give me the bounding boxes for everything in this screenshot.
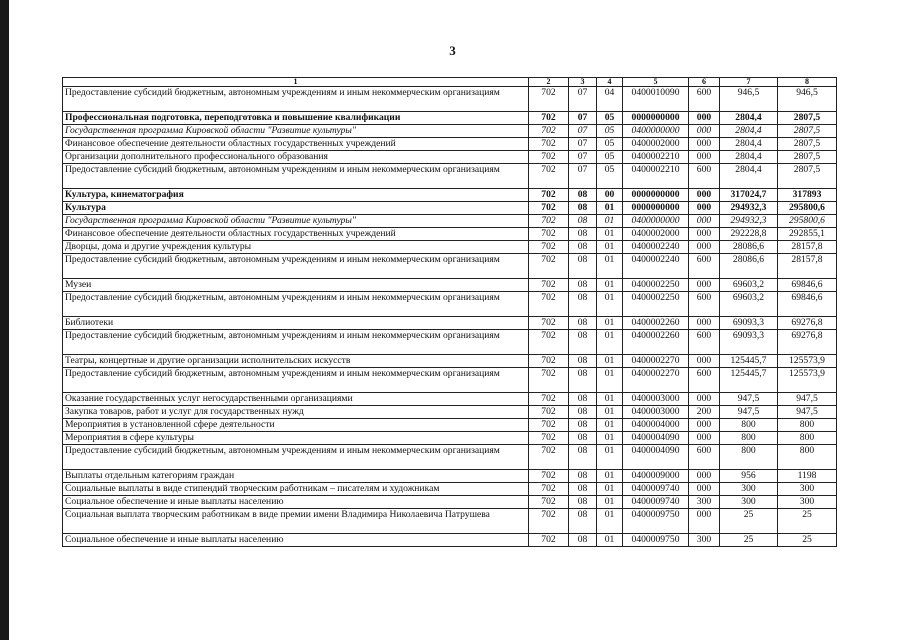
amount-year-1-cell: 2804,4 bbox=[720, 138, 778, 151]
row-name-cell: Мероприятия в сфере культуры bbox=[63, 432, 529, 445]
amount-year-2-cell: 2807,5 bbox=[778, 125, 837, 138]
expense-type-cell: 000 bbox=[689, 241, 720, 254]
amount-year-2-cell: 800 bbox=[778, 445, 837, 470]
ministry-code-cell: 702 bbox=[529, 279, 569, 292]
amount-year-2-cell: 2807,5 bbox=[778, 164, 837, 189]
section-code-cell: 08 bbox=[569, 406, 597, 419]
target-article-cell: 0400009750 bbox=[623, 534, 689, 547]
section-code-cell: 08 bbox=[569, 470, 597, 483]
ministry-code-cell: 702 bbox=[529, 368, 569, 393]
expense-type-cell: 000 bbox=[689, 419, 720, 432]
table-row bbox=[63, 164, 837, 189]
subsection-code-cell: 01 bbox=[597, 406, 623, 419]
subsection-code-cell: 05 bbox=[597, 125, 623, 138]
subsection-code-cell: 01 bbox=[597, 317, 623, 330]
amount-year-2-cell: 317893 bbox=[778, 189, 837, 202]
amount-year-1-cell: 292228,8 bbox=[720, 228, 778, 241]
target-article-cell: 0400002210 bbox=[623, 151, 689, 164]
subsection-code-cell: 01 bbox=[597, 241, 623, 254]
amount-year-1-cell: 28086,6 bbox=[720, 241, 778, 254]
amount-year-2-cell: 69846,6 bbox=[778, 279, 837, 292]
target-article-cell: 0400010090 bbox=[623, 87, 689, 112]
section-code-cell: 08 bbox=[569, 254, 597, 279]
ministry-code-cell: 702 bbox=[529, 87, 569, 112]
subsection-code-cell: 01 bbox=[597, 470, 623, 483]
target-article-cell: 0400002250 bbox=[623, 292, 689, 317]
target-article-cell: 0400004090 bbox=[623, 432, 689, 445]
amount-year-2-cell: 25 bbox=[778, 509, 837, 534]
table-row bbox=[63, 406, 837, 419]
section-code-cell: 08 bbox=[569, 241, 597, 254]
expense-type-cell: 600 bbox=[689, 87, 720, 112]
table-row bbox=[63, 445, 837, 470]
ministry-code-cell: 702 bbox=[529, 483, 569, 496]
subsection-code-cell: 01 bbox=[597, 254, 623, 279]
amount-year-2-cell: 69276,8 bbox=[778, 330, 837, 355]
row-name-cell: Дворцы, дома и другие учреждения культуры bbox=[63, 241, 529, 254]
column-header: 3 bbox=[569, 78, 597, 87]
amount-year-1-cell: 317024,7 bbox=[720, 189, 778, 202]
amount-year-2-cell: 2807,5 bbox=[778, 151, 837, 164]
amount-year-2-cell: 295800,6 bbox=[778, 202, 837, 215]
row-name-cell: Профессиональная подготовка, переподготовка и повышение квалификации bbox=[63, 112, 529, 125]
subsection-code-cell: 01 bbox=[597, 534, 623, 547]
amount-year-1-cell: 800 bbox=[720, 432, 778, 445]
table-row bbox=[63, 87, 837, 112]
amount-year-2-cell: 800 bbox=[778, 432, 837, 445]
section-code-cell: 07 bbox=[569, 125, 597, 138]
ministry-code-cell: 702 bbox=[529, 125, 569, 138]
section-code-cell: 08 bbox=[569, 432, 597, 445]
amount-year-1-cell: 69093,3 bbox=[720, 330, 778, 355]
amount-year-2-cell: 947,5 bbox=[778, 406, 837, 419]
amount-year-1-cell: 2804,4 bbox=[720, 151, 778, 164]
amount-year-1-cell: 300 bbox=[720, 483, 778, 496]
ministry-code-cell: 702 bbox=[529, 355, 569, 368]
subsection-code-cell: 04 bbox=[597, 87, 623, 112]
table-row bbox=[63, 483, 837, 496]
section-code-cell: 08 bbox=[569, 228, 597, 241]
section-code-cell: 08 bbox=[569, 292, 597, 317]
amount-year-1-cell: 125445,7 bbox=[720, 355, 778, 368]
subsection-code-cell: 01 bbox=[597, 445, 623, 470]
row-name-cell: Социальное обеспечение и иные выплаты населению bbox=[63, 496, 529, 509]
subsection-code-cell: 01 bbox=[597, 355, 623, 368]
table-row bbox=[63, 125, 837, 138]
target-article-cell: 0400004000 bbox=[623, 419, 689, 432]
table-row bbox=[63, 279, 837, 292]
ministry-code-cell: 702 bbox=[529, 151, 569, 164]
target-article-cell: 0400003000 bbox=[623, 393, 689, 406]
expense-type-cell: 600 bbox=[689, 254, 720, 279]
target-article-cell: 0400009000 bbox=[623, 470, 689, 483]
page-number: 3 bbox=[449, 43, 456, 58]
subsection-code-cell: 01 bbox=[597, 215, 623, 228]
ministry-code-cell: 702 bbox=[529, 432, 569, 445]
amount-year-2-cell: 2807,5 bbox=[778, 138, 837, 151]
subsection-code-cell: 05 bbox=[597, 164, 623, 189]
section-code-cell: 07 bbox=[569, 164, 597, 189]
row-name-cell: Финансовое обеспечение деятельности областных государственных учреждений bbox=[63, 138, 529, 151]
table-row bbox=[63, 215, 837, 228]
column-header: 2 bbox=[529, 78, 569, 87]
subsection-code-cell: 01 bbox=[597, 330, 623, 355]
row-name-cell: Музеи bbox=[63, 279, 529, 292]
target-article-cell: 0400004090 bbox=[623, 445, 689, 470]
section-code-cell: 08 bbox=[569, 189, 597, 202]
target-article-cell: 0400002000 bbox=[623, 228, 689, 241]
expense-type-cell: 000 bbox=[689, 317, 720, 330]
amount-year-1-cell: 125445,7 bbox=[720, 368, 778, 393]
expense-type-cell: 600 bbox=[689, 368, 720, 393]
table-body bbox=[63, 87, 837, 547]
amount-year-1-cell: 25 bbox=[720, 509, 778, 534]
ministry-code-cell: 702 bbox=[529, 228, 569, 241]
row-name-cell: Предоставление субсидий бюджетным, автономным учреждениям и иным некоммерческим организациям bbox=[63, 445, 529, 470]
row-name-cell: Финансовое обеспечение деятельности областных государственных учреждений bbox=[63, 228, 529, 241]
target-article-cell: 0400002260 bbox=[623, 317, 689, 330]
column-header: 6 bbox=[689, 78, 720, 87]
subsection-code-cell: 01 bbox=[597, 509, 623, 534]
target-article-cell: 0400009740 bbox=[623, 496, 689, 509]
table-row bbox=[63, 432, 837, 445]
amount-year-1-cell: 946,5 bbox=[720, 87, 778, 112]
target-article-cell: 0000000000 bbox=[623, 202, 689, 215]
amount-year-1-cell: 69603,2 bbox=[720, 292, 778, 317]
expense-type-cell: 000 bbox=[689, 138, 720, 151]
table-row bbox=[63, 202, 837, 215]
table-row bbox=[63, 393, 837, 406]
ministry-code-cell: 702 bbox=[529, 470, 569, 483]
ministry-code-cell: 702 bbox=[529, 241, 569, 254]
expense-type-cell: 600 bbox=[689, 330, 720, 355]
row-name-cell: Закупка товаров, работ и услуг для государственных нужд bbox=[63, 406, 529, 419]
expense-type-cell: 000 bbox=[689, 228, 720, 241]
amount-year-2-cell: 300 bbox=[778, 496, 837, 509]
expense-type-cell: 000 bbox=[689, 125, 720, 138]
section-code-cell: 08 bbox=[569, 279, 597, 292]
section-code-cell: 08 bbox=[569, 419, 597, 432]
row-name-cell: Предоставление субсидий бюджетным, автономным учреждениям и иным некоммерческим организациям bbox=[63, 254, 529, 279]
expense-type-cell: 000 bbox=[689, 279, 720, 292]
section-code-cell: 08 bbox=[569, 368, 597, 393]
table-row bbox=[63, 189, 837, 202]
ministry-code-cell: 702 bbox=[529, 534, 569, 547]
table-row bbox=[63, 317, 837, 330]
amount-year-2-cell: 28157,8 bbox=[778, 254, 837, 279]
expense-type-cell: 000 bbox=[689, 151, 720, 164]
amount-year-2-cell: 69276,8 bbox=[778, 317, 837, 330]
section-code-cell: 08 bbox=[569, 202, 597, 215]
table-row bbox=[63, 419, 837, 432]
amount-year-2-cell: 2807,5 bbox=[778, 112, 837, 125]
table-row bbox=[63, 138, 837, 151]
amount-year-2-cell: 28157,8 bbox=[778, 241, 837, 254]
target-article-cell: 0400000000 bbox=[623, 125, 689, 138]
budget-table bbox=[62, 77, 837, 547]
subsection-code-cell: 05 bbox=[597, 112, 623, 125]
expense-type-cell: 000 bbox=[689, 355, 720, 368]
amount-year-2-cell: 25 bbox=[778, 534, 837, 547]
expense-type-cell: 600 bbox=[689, 445, 720, 470]
subsection-code-cell: 01 bbox=[597, 432, 623, 445]
target-article-cell: 0400002240 bbox=[623, 241, 689, 254]
section-code-cell: 08 bbox=[569, 496, 597, 509]
target-article-cell: 0400002250 bbox=[623, 279, 689, 292]
table-row bbox=[63, 330, 837, 355]
section-code-cell: 08 bbox=[569, 445, 597, 470]
amount-year-2-cell: 946,5 bbox=[778, 87, 837, 112]
amount-year-1-cell: 2804,4 bbox=[720, 112, 778, 125]
section-code-cell: 08 bbox=[569, 355, 597, 368]
ministry-code-cell: 702 bbox=[529, 254, 569, 279]
ministry-code-cell: 702 bbox=[529, 393, 569, 406]
expense-type-cell: 000 bbox=[689, 393, 720, 406]
table-row bbox=[63, 241, 837, 254]
target-article-cell: 0400002240 bbox=[623, 254, 689, 279]
subsection-code-cell: 01 bbox=[597, 419, 623, 432]
table-row bbox=[63, 509, 837, 534]
table-row bbox=[63, 368, 837, 393]
ministry-code-cell: 702 bbox=[529, 419, 569, 432]
amount-year-1-cell: 947,5 bbox=[720, 393, 778, 406]
amount-year-2-cell: 292855,1 bbox=[778, 228, 837, 241]
row-name-cell: Мероприятия в установленной сфере деятельности bbox=[63, 419, 529, 432]
scan-edge bbox=[0, 0, 9, 640]
subsection-code-cell: 01 bbox=[597, 202, 623, 215]
amount-year-1-cell: 2804,4 bbox=[720, 164, 778, 189]
section-code-cell: 07 bbox=[569, 151, 597, 164]
expense-type-cell: 600 bbox=[689, 292, 720, 317]
ministry-code-cell: 702 bbox=[529, 164, 569, 189]
amount-year-2-cell: 947,5 bbox=[778, 393, 837, 406]
section-code-cell: 08 bbox=[569, 215, 597, 228]
section-code-cell: 08 bbox=[569, 509, 597, 534]
target-article-cell: 0400003000 bbox=[623, 406, 689, 419]
section-code-cell: 08 bbox=[569, 330, 597, 355]
row-name-cell: Социальная выплата творческим работникам в виде премии имени Владимира Николаевича Патрушева bbox=[63, 509, 529, 534]
header-row bbox=[63, 78, 837, 87]
subsection-code-cell: 01 bbox=[597, 496, 623, 509]
row-name-cell: Предоставление субсидий бюджетным, автономным учреждениям и иным некоммерческим организациям bbox=[63, 330, 529, 355]
table-row bbox=[63, 470, 837, 483]
target-article-cell: 0400009740 bbox=[623, 483, 689, 496]
subsection-code-cell: 00 bbox=[597, 189, 623, 202]
section-code-cell: 07 bbox=[569, 87, 597, 112]
expense-type-cell: 000 bbox=[689, 202, 720, 215]
amount-year-1-cell: 294932,3 bbox=[720, 202, 778, 215]
row-name-cell: Предоставление субсидий бюджетным, автономным учреждениям и иным некоммерческим организациям bbox=[63, 164, 529, 189]
row-name-cell: Предоставление субсидий бюджетным, автономным учреждениям и иным некоммерческим организациям bbox=[63, 87, 529, 112]
expense-type-cell: 000 bbox=[689, 432, 720, 445]
target-article-cell: 0400002270 bbox=[623, 355, 689, 368]
table-row bbox=[63, 496, 837, 509]
subsection-code-cell: 01 bbox=[597, 393, 623, 406]
row-name-cell: Библиотеки bbox=[63, 317, 529, 330]
expense-type-cell: 600 bbox=[689, 164, 720, 189]
ministry-code-cell: 702 bbox=[529, 138, 569, 151]
column-header: 7 bbox=[720, 78, 778, 87]
table-row bbox=[63, 254, 837, 279]
row-name-cell: Государственная программа Кировской области "Развитие культуры" bbox=[63, 125, 529, 138]
row-name-cell: Социальные выплаты в виде стипендий творческим работникам – писателям и художникам bbox=[63, 483, 529, 496]
amount-year-2-cell: 1198 bbox=[778, 470, 837, 483]
table-row bbox=[63, 151, 837, 164]
subsection-code-cell: 01 bbox=[597, 368, 623, 393]
target-article-cell: 0000000000 bbox=[623, 189, 689, 202]
column-header: 4 bbox=[597, 78, 623, 87]
subsection-code-cell: 01 bbox=[597, 279, 623, 292]
column-header: 8 bbox=[778, 78, 837, 87]
section-code-cell: 07 bbox=[569, 112, 597, 125]
amount-year-2-cell: 295800,6 bbox=[778, 215, 837, 228]
amount-year-1-cell: 800 bbox=[720, 445, 778, 470]
row-name-cell: Выплаты отдельным категориям граждан bbox=[63, 470, 529, 483]
table-row bbox=[63, 112, 837, 125]
ministry-code-cell: 702 bbox=[529, 215, 569, 228]
section-code-cell: 08 bbox=[569, 317, 597, 330]
amount-year-1-cell: 69603,2 bbox=[720, 279, 778, 292]
ministry-code-cell: 702 bbox=[529, 330, 569, 355]
expense-type-cell: 200 bbox=[689, 406, 720, 419]
expense-type-cell: 000 bbox=[689, 215, 720, 228]
ministry-code-cell: 702 bbox=[529, 406, 569, 419]
target-article-cell: 0400002270 bbox=[623, 368, 689, 393]
subsection-code-cell: 05 bbox=[597, 151, 623, 164]
amount-year-2-cell: 300 bbox=[778, 483, 837, 496]
amount-year-2-cell: 125573,9 bbox=[778, 355, 837, 368]
expense-type-cell: 300 bbox=[689, 496, 720, 509]
table-row bbox=[63, 534, 837, 547]
column-header: 5 bbox=[623, 78, 689, 87]
ministry-code-cell: 702 bbox=[529, 496, 569, 509]
amount-year-1-cell: 2804,4 bbox=[720, 125, 778, 138]
ministry-code-cell: 702 bbox=[529, 189, 569, 202]
amount-year-2-cell: 125573,9 bbox=[778, 368, 837, 393]
amount-year-1-cell: 956 bbox=[720, 470, 778, 483]
row-name-cell: Культура bbox=[63, 202, 529, 215]
target-article-cell: 0400002210 bbox=[623, 164, 689, 189]
row-name-cell: Культура, кинематография bbox=[63, 189, 529, 202]
amount-year-1-cell: 947,5 bbox=[720, 406, 778, 419]
row-name-cell: Организации дополнительного профессионального образования bbox=[63, 151, 529, 164]
ministry-code-cell: 702 bbox=[529, 202, 569, 215]
target-article-cell: 0400002000 bbox=[623, 138, 689, 151]
ministry-code-cell: 702 bbox=[529, 317, 569, 330]
ministry-code-cell: 702 bbox=[529, 509, 569, 534]
table-row bbox=[63, 228, 837, 241]
expense-type-cell: 300 bbox=[689, 534, 720, 547]
subsection-code-cell: 01 bbox=[597, 483, 623, 496]
row-name-cell: Предоставление субсидий бюджетным, автономным учреждениям и иным некоммерческим организациям bbox=[63, 368, 529, 393]
ministry-code-cell: 702 bbox=[529, 445, 569, 470]
row-name-cell: Социальное обеспечение и иные выплаты населению bbox=[63, 534, 529, 547]
expense-type-cell: 000 bbox=[689, 509, 720, 534]
target-article-cell: 0400000000 bbox=[623, 215, 689, 228]
amount-year-1-cell: 69093,3 bbox=[720, 317, 778, 330]
section-code-cell: 08 bbox=[569, 393, 597, 406]
target-article-cell: 0400009750 bbox=[623, 509, 689, 534]
amount-year-1-cell: 25 bbox=[720, 534, 778, 547]
amount-year-2-cell: 800 bbox=[778, 419, 837, 432]
row-name-cell: Оказание государственных услуг негосударственными организациями bbox=[63, 393, 529, 406]
expense-type-cell: 000 bbox=[689, 112, 720, 125]
table-row bbox=[63, 355, 837, 368]
expense-type-cell: 000 bbox=[689, 470, 720, 483]
amount-year-1-cell: 28086,6 bbox=[720, 254, 778, 279]
section-code-cell: 08 bbox=[569, 483, 597, 496]
ministry-code-cell: 702 bbox=[529, 112, 569, 125]
section-code-cell: 08 bbox=[569, 534, 597, 547]
target-article-cell: 0400002260 bbox=[623, 330, 689, 355]
subsection-code-cell: 05 bbox=[597, 138, 623, 151]
row-name-cell: Государственная программа Кировской области "Развитие культуры" bbox=[63, 215, 529, 228]
amount-year-1-cell: 294932,3 bbox=[720, 215, 778, 228]
amount-year-2-cell: 69846,6 bbox=[778, 292, 837, 317]
table-row bbox=[63, 292, 837, 317]
amount-year-1-cell: 300 bbox=[720, 496, 778, 509]
subsection-code-cell: 01 bbox=[597, 292, 623, 317]
column-header: 1 bbox=[63, 78, 529, 87]
section-code-cell: 07 bbox=[569, 138, 597, 151]
amount-year-1-cell: 800 bbox=[720, 419, 778, 432]
expense-type-cell: 000 bbox=[689, 189, 720, 202]
row-name-cell: Театры, концертные и другие организации исполнительских искусств bbox=[63, 355, 529, 368]
target-article-cell: 0000000000 bbox=[623, 112, 689, 125]
expense-type-cell: 000 bbox=[689, 483, 720, 496]
ministry-code-cell: 702 bbox=[529, 292, 569, 317]
subsection-code-cell: 01 bbox=[597, 228, 623, 241]
row-name-cell: Предоставление субсидий бюджетным, автономным учреждениям и иным некоммерческим организациям bbox=[63, 292, 529, 317]
